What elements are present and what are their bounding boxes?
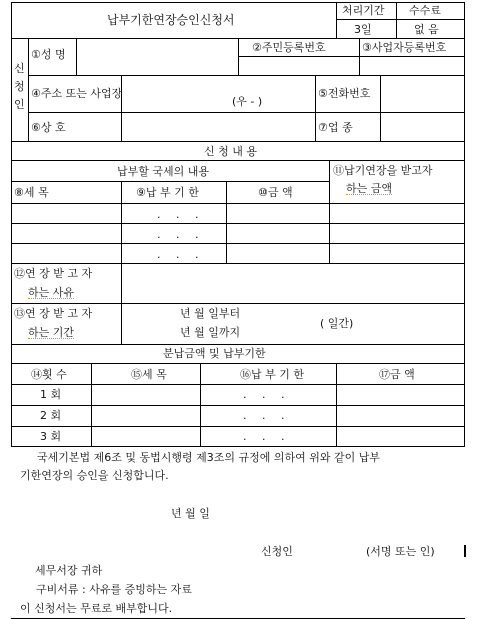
col-installment-due-date: ⑯납 부 기 한 [240, 368, 304, 381]
line [11, 223, 465, 224]
installment-dots-1: . . . [243, 388, 291, 401]
period-from: 년 월 일부터 [180, 307, 241, 320]
processing-period-label: 처리기간 [342, 4, 385, 17]
date-dots-3: . . . [157, 248, 205, 261]
line [11, 344, 465, 345]
line [336, 2, 337, 38]
business-type-field[interactable] [382, 114, 463, 140]
fee-label: 수수료 [409, 4, 441, 17]
postal-code: (우 - ) [232, 95, 263, 108]
period-days: ( 일간) [320, 317, 354, 330]
reason-label-1: ⑫연 장 받 고 자 [14, 267, 93, 280]
phone-field[interactable] [382, 77, 463, 111]
line [28, 75, 465, 76]
tax-content-header: 납부할 국세의 내용 [117, 165, 210, 178]
line [11, 141, 465, 142]
line [11, 426, 465, 427]
period-label-1: ⑬연 장 받 고 자 [14, 307, 93, 320]
line [329, 160, 330, 263]
col-amount: ⑩금 액 [258, 186, 293, 199]
line [11, 160, 465, 161]
deferral-amount-header-1: ⑪납기연장을 받고자 [333, 164, 433, 177]
free-distribution-notice: 이 신청서는 무료로 배부합니다. [20, 602, 173, 615]
processing-period-value: 3일 [354, 23, 372, 36]
line [11, 384, 465, 385]
col-count: ⑭횟 수 [31, 368, 67, 381]
address-field[interactable] [123, 77, 313, 111]
line [11, 303, 465, 304]
date-dots-2: . . . [157, 228, 205, 241]
line [28, 112, 465, 113]
period-label-2: 하는 기간 [28, 326, 75, 339]
address-label: ④주소 또는 사업장 [31, 87, 123, 100]
line [396, 2, 397, 38]
installment-count-2: 2 회 [40, 409, 62, 422]
edge-mark [464, 545, 466, 557]
fee-value: 없 음 [414, 23, 439, 36]
frame-left [11, 2, 12, 447]
resident-no-field[interactable] [240, 57, 358, 74]
line [11, 446, 465, 447]
col-due-date: ⑨납 부 기 한 [136, 186, 199, 199]
installment-count-3: 3 회 [40, 430, 62, 443]
applicant-side-label-1: 신 [14, 62, 25, 75]
line [11, 203, 465, 204]
reason-label-2: 하는 사유 [28, 286, 75, 299]
addressee: 세무서장 귀하 [35, 564, 103, 577]
name-label: ①성 명 [31, 48, 66, 61]
line [336, 19, 464, 20]
name-field[interactable] [78, 40, 236, 74]
applicant-signature-label: 신청인 [261, 545, 293, 558]
line [121, 181, 122, 263]
date-line: 년 월 일 [171, 507, 210, 520]
deferral-amount-header-2: 하는 금액 [346, 182, 393, 195]
trade-name-label: ⑥상 호 [31, 121, 66, 134]
frame-right [464, 2, 465, 447]
col-installment-amount: ⑰금 액 [379, 368, 415, 381]
col-tax-item: ⑧세 목 [14, 186, 49, 199]
line [11, 405, 465, 406]
line [11, 181, 329, 182]
business-type-label: ⑦업 종 [318, 121, 353, 134]
installment-dots-3: . . . [243, 430, 291, 443]
line [226, 181, 227, 263]
installment-count-1: 1 회 [40, 388, 62, 401]
line [11, 243, 465, 244]
business-reg-field[interactable] [361, 57, 463, 74]
line [11, 263, 465, 264]
application-section-title: 신 청 내 용 [204, 145, 257, 158]
line [11, 363, 465, 364]
installment-section-title: 분납금액 및 납부기한 [163, 347, 266, 360]
date-dots-1: . . . [157, 208, 205, 221]
line [76, 38, 77, 75]
business-reg-label: ③사업자등록번호 [362, 41, 447, 54]
statement-line-1: 국세기본법 제6조 및 동법시행령 제3조의 규정에 의하여 위와 같이 납부 [37, 451, 380, 464]
resident-no-label: ②주민등록번호 [252, 41, 326, 54]
applicant-side-label-3: 인 [14, 98, 25, 111]
form-title: 납부기한연장승인신청서 [107, 13, 235, 27]
attachments-note: 구비서류 : 사유를 증빙하는 자료 [36, 583, 192, 596]
col-installment-tax-item: ⑮세 목 [131, 368, 167, 381]
installment-dots-2: . . . [243, 409, 291, 422]
line [121, 75, 122, 141]
phone-label: ⑤전화번호 [318, 87, 371, 100]
line [28, 38, 29, 141]
statement-line-2: 기한연장의 승인을 신청합니다. [20, 469, 169, 482]
applicant-side-label-2: 청 [14, 80, 25, 93]
signature-placeholder: (서명 또는 인) [366, 545, 435, 558]
trade-name-field[interactable] [123, 114, 313, 140]
period-to: 년 월 일까지 [180, 326, 241, 339]
reason-field[interactable] [123, 265, 463, 302]
line [380, 75, 381, 141]
line [315, 75, 316, 141]
